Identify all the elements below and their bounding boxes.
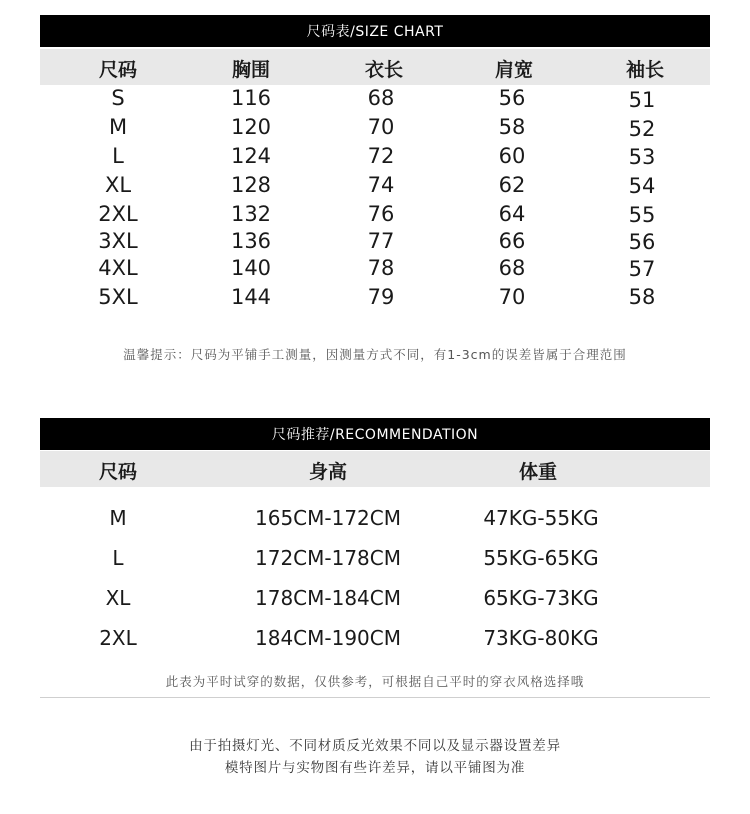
chest-cell: 128	[230, 173, 272, 197]
size-chart-header	[40, 49, 710, 85]
chest-cell: 116	[230, 86, 272, 110]
length-cell: 77	[367, 229, 395, 253]
shoulder-cell: 68	[498, 256, 526, 280]
recommendation-note: 此表为平时试穿的数据，仅供参考，可根据自己平时的穿衣风格选择哦	[165, 674, 585, 689]
weight-cell: 65KG-73KG	[483, 586, 599, 610]
shoulder-cell: 56	[498, 86, 526, 110]
chest-cell: 136	[230, 229, 272, 253]
chest-cell: 140	[230, 256, 272, 280]
chest-cell: 144	[230, 285, 272, 309]
length-cell: 70	[367, 115, 395, 139]
sleeve-cell: 58	[628, 285, 656, 309]
disclaimer-line-2: 模特图片与实物图有些许差异，请以平铺图为准	[224, 760, 526, 776]
sleeve-cell: 56	[628, 230, 656, 254]
weight-cell: 73KG-80KG	[483, 626, 599, 650]
height-cell: 178CM-184CM	[254, 586, 402, 610]
size-cell: XL	[105, 586, 131, 610]
sleeve-cell: 52	[628, 117, 656, 141]
height-cell: 165CM-172CM	[254, 506, 402, 530]
shoulder-cell: 60	[498, 144, 526, 168]
header-height: 身高	[308, 461, 348, 483]
header-shoulder: 肩宽	[494, 59, 534, 81]
length-cell: 78	[367, 256, 395, 280]
header-weight: 体重	[518, 461, 558, 483]
size-cell: M	[109, 506, 127, 530]
shoulder-cell: 70	[498, 285, 526, 309]
weight-cell: 55KG-65KG	[483, 546, 599, 570]
length-cell: 76	[367, 202, 395, 226]
size-cell: S	[111, 86, 125, 110]
header-size: 尺码	[98, 59, 138, 81]
chest-cell: 124	[230, 144, 272, 168]
disclaimer-line-1: 由于拍摄灯光、不同材质反光效果不同以及显示器设置差异	[189, 738, 561, 754]
length-cell: 72	[367, 144, 395, 168]
size-cell: 5XL	[98, 285, 138, 309]
sleeve-cell: 51	[628, 88, 656, 112]
shoulder-cell: 62	[498, 173, 526, 197]
length-cell: 74	[367, 173, 395, 197]
size-cell: L	[112, 546, 124, 570]
length-cell: 79	[367, 285, 395, 309]
sleeve-cell: 57	[628, 257, 656, 281]
sleeve-cell: 54	[628, 174, 656, 198]
chest-cell: 132	[230, 202, 272, 226]
size-cell: 2XL	[98, 202, 138, 226]
size-cell: 2XL	[99, 626, 137, 650]
header-chest: 胸围	[231, 59, 271, 81]
size-cell: 3XL	[98, 229, 138, 253]
recommendation-header	[40, 451, 710, 487]
shoulder-cell: 58	[498, 115, 526, 139]
recommendation-title: 尺码推荐/RECOMMENDATION	[271, 427, 479, 443]
size-cell: L	[112, 144, 124, 168]
sleeve-cell: 53	[628, 145, 656, 169]
height-cell: 184CM-190CM	[254, 626, 402, 650]
header-size: 尺码	[98, 461, 138, 483]
length-cell: 68	[367, 86, 395, 110]
size-cell: 4XL	[98, 256, 138, 280]
header-sleeve: 袖长	[625, 59, 665, 81]
divider	[40, 697, 710, 698]
recommendation-title-bar	[40, 418, 710, 450]
size-chart-title-bar	[40, 15, 710, 47]
shoulder-cell: 64	[498, 202, 526, 226]
header-length: 衣长	[364, 59, 404, 81]
size-chart-title: 尺码表/SIZE CHART	[306, 24, 444, 40]
weight-cell: 47KG-55KG	[483, 506, 599, 530]
size-cell: XL	[104, 173, 132, 197]
measurement-note: 温馨提示：尺码为平铺手工测量，因测量方式不同，有1-3cm的误差皆属于合理范围	[123, 347, 627, 362]
height-cell: 172CM-178CM	[254, 546, 402, 570]
shoulder-cell: 66	[498, 229, 526, 253]
sleeve-cell: 55	[628, 203, 656, 227]
size-cell: M	[108, 115, 128, 139]
chest-cell: 120	[230, 115, 272, 139]
